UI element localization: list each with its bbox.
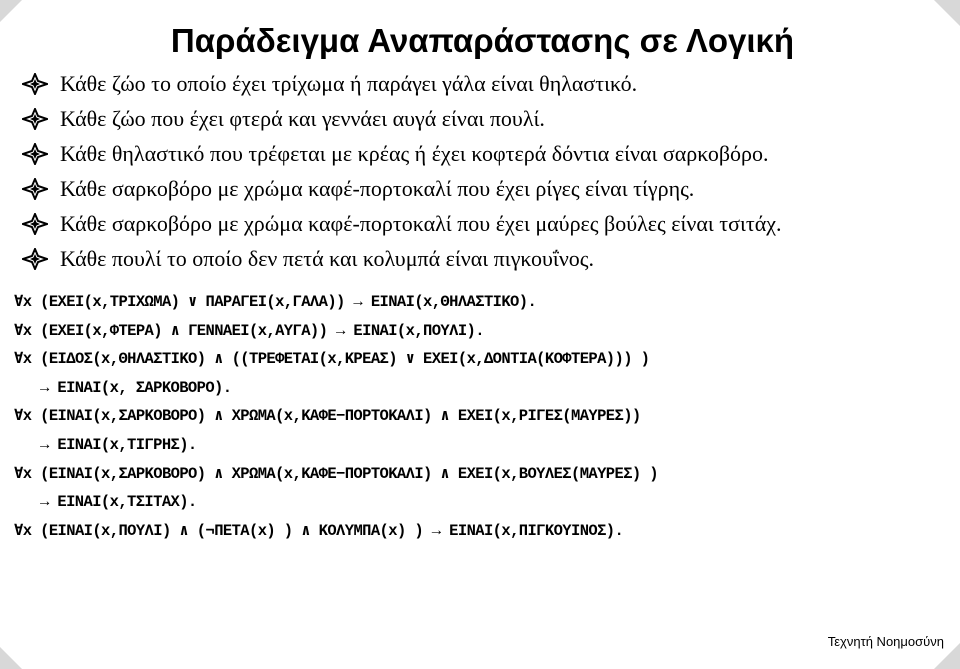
logic-line: ∀x (ΕΙΝΑΙ(x,ΣΑΡΚΟΒΟΡΟ) ∧ ΧΡΩΜΑ(x,ΚΑΦΕ−ΠΟΡΤΟΚΑΛΙ) ∧ ΕΧΕΙ(x,ΒΟΥΛΕΣ(ΜΑΥΡΕΣ) ) <box>14 464 659 483</box>
bullet-item <box>22 66 782 101</box>
four-petal-diamond-icon <box>22 73 48 95</box>
logic-line-continuation: → ΕΙΝΑΙ(x,ΤΣΙΤΑΧ). <box>40 493 197 512</box>
four-petal-diamond-icon <box>22 108 48 130</box>
page-corner-bottom-left <box>0 647 22 669</box>
logic-line: ∀x (ΕΙΝΑΙ(x,ΠΟΥΛΙ) ∧ (¬ΠΕΤΑ(x) ) ∧ ΚΟΛΥΜΠΑ(x) ) → ΕΙΝΑΙ(x,ΠΙΓΚΟΥΙΝΟΣ). <box>14 521 624 540</box>
bullet-text: Κάθε θηλαστικό που τρέφεται με κρέας ή έχει κοφτερά δόντια είναι σαρκοβόρο. <box>60 141 769 166</box>
bullet-text: Κάθε ζώο το οποίο έχει τρίχωμα ή παράγει γάλα είναι θηλαστικό. <box>60 71 638 96</box>
bullet-text: Κάθε σαρκοβόρο με χρώμα καφέ-πορτοκαλί που έχει μαύρες βούλες είναι τσιτάχ. <box>60 211 782 236</box>
bullet-item <box>22 241 782 276</box>
bullet-text: Κάθε ζώο που έχει φτερά και γεννάει αυγά είναι πουλί. <box>60 106 545 131</box>
bullet-item <box>22 171 782 206</box>
four-petal-diamond-icon <box>22 178 48 200</box>
bullet-text: Κάθε πουλί το οποίο δεν πετά και κολυμπά είναι πιγκουΐνος. <box>60 246 594 271</box>
logic-line: ∀x (ΕΧΕΙ(x,ΤΡΙΧΩΜΑ) ∨ ΠΑΡΑΓΕΙ(x,ΓΑΛΑ)) → ΕΙΝΑΙ(x,ΘΗΛΑΣΤΙΚΟ). <box>14 293 537 311</box>
bullet-item <box>22 206 782 241</box>
bullet-item <box>22 101 782 136</box>
four-petal-diamond-icon <box>22 213 48 235</box>
bullet-text: Κάθε σαρκοβόρο με χρώμα καφέ-πορτοκαλί που έχει ρίγες είναι τίγρης. <box>60 176 695 201</box>
logic-line: ∀x (ΕΙΔΟΣ(x,ΘΗΛΑΣΤΙΚΟ) ∧ ((ΤΡΕΦΕΤΑΙ(x,ΚΡΕΑΣ) ∨ ΕΧΕΙ(x,ΔΟΝΤΙΑ(ΚΟΦΤΕΡΑ))) ) <box>14 350 650 369</box>
logic-line: ∀x (ΕΙΝΑΙ(x,ΣΑΡΚΟΒΟΡΟ) ∧ ΧΡΩΜΑ(x,ΚΑΦΕ−ΠΟΡΤΟΚΑΛΙ) ∧ ΕΧΕΙ(x,ΡΙΓΕΣ(ΜΑΥΡΕΣ)) <box>14 407 641 426</box>
bullet-item <box>22 136 782 171</box>
logic-line: ∀x (ΕΧΕΙ(x,ΦΤΕΡΑ) ∧ ΓΕΝΝΑΕΙ(x,ΑΥΓΑ)) → ΕΙΝΑΙ(x,ΠΟΥΛΙ). <box>14 321 484 340</box>
footer-course-name: Τεχνητή Νοημοσύνη <box>827 634 944 649</box>
logic-line-continuation: → ΕΙΝΑΙ(x, ΣΑΡΚΟΒΟΡΟ). <box>40 378 232 397</box>
four-petal-diamond-icon <box>22 143 48 165</box>
page-corner-top-left <box>0 0 22 22</box>
four-petal-diamond-icon <box>22 248 48 270</box>
logic-line-continuation: → ΕΙΝΑΙ(x,ΤΙΓΡΗΣ). <box>40 435 197 454</box>
bullet-list <box>22 66 782 276</box>
slide-title: Παράδειγμα Αναπαράστασης σε Λογική <box>170 22 795 59</box>
logic-formulas <box>14 288 658 545</box>
